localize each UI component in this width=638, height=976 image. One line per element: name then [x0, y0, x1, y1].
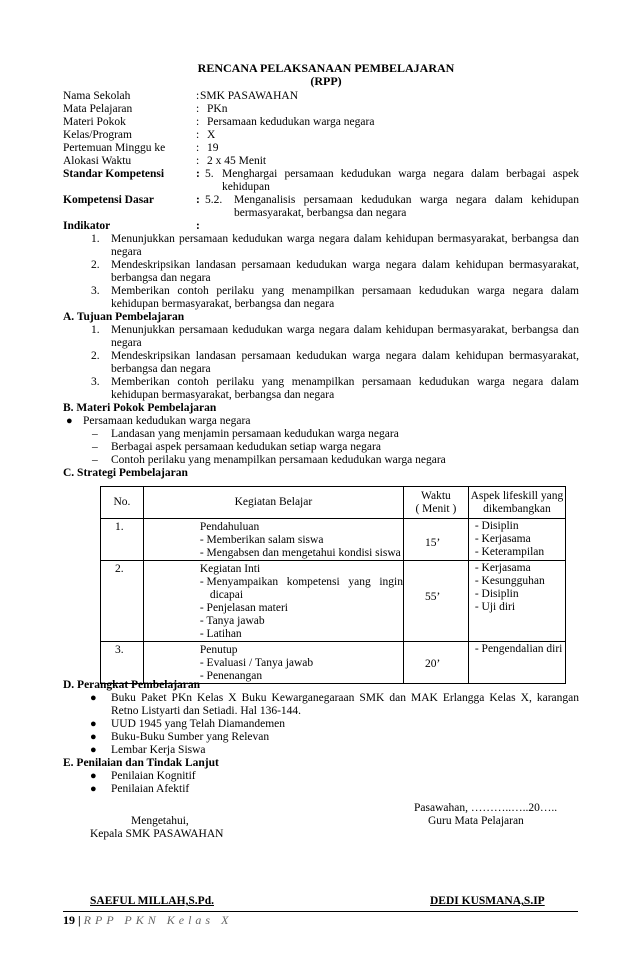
indikator-line: negara: [111, 246, 142, 258]
cell-no: [101, 561, 144, 642]
identity-value: Persamaan kedudukan warga negara: [207, 116, 375, 128]
kegiatan-item-text: Latihan: [206, 628, 242, 640]
cell-waktu: [403, 561, 468, 642]
section-d-heading: D. Perangkat Pembelajaran: [63, 679, 201, 691]
penilaian-item: Penilaian Kognitif: [111, 770, 196, 782]
kegiatan-item-text: Mengabsen dan mengetahui kondisi siswa: [206, 547, 401, 559]
kegiatan-item: [144, 615, 403, 628]
indikator-number: 3.: [91, 285, 100, 297]
header-aspek-line: dikembangkan: [483, 502, 551, 515]
kegiatan-item-text: Memberikan salam siswa: [206, 534, 324, 546]
row-number: 1.: [115, 521, 124, 533]
identity-colon: :: [196, 142, 200, 154]
cell-aspek: [468, 561, 565, 642]
identity-colon: :: [196, 90, 200, 102]
table-row: [101, 642, 566, 684]
kompetensi-text: Menganalisis persamaan kedudukan warga negara dalam kehidupan: [234, 194, 579, 206]
aspek-item-text: Kerjasama: [481, 562, 531, 574]
teacher-role: Guru Mata Pelajaran: [428, 815, 524, 827]
tujuan-line: Menunjukkan persamaan kedudukan warga negara dalam kehidupan bermasyarakat, berbangsa dan: [111, 324, 579, 336]
cell-kegiatan: [143, 519, 403, 561]
perangkat-item: UUD 1945 yang Telah Diamandemen: [111, 718, 285, 730]
identity-colon: :: [196, 116, 200, 128]
aspek-item-text: Kesungguhan: [481, 575, 545, 587]
kegiatan-item: [144, 576, 403, 589]
dash-icon: -: [474, 533, 479, 545]
bullet-icon: ●: [90, 718, 97, 730]
header-aspek-line: Aspek lifeskill yang: [470, 489, 564, 502]
indikator-item: [111, 233, 579, 259]
page-number: 19: [63, 913, 75, 927]
aspek-item: [469, 519, 565, 533]
dash-icon: -: [474, 643, 479, 655]
bullet-icon: ●: [90, 692, 97, 704]
tujuan-line: negara: [111, 337, 142, 349]
aspek-item-text: Disiplin: [481, 588, 519, 600]
dash-icon: –: [92, 441, 98, 453]
perangkat-item: Buku Paket PKn Kelas X Buku Kewarganegaraan SMK dan MAK Erlangga Kelas X, karangan: [111, 692, 579, 704]
aspek-item-text: Disiplin: [481, 520, 519, 532]
dash-icon: -: [474, 562, 479, 574]
identity-value: 19: [207, 142, 219, 154]
tujuan-line: kehidupan bermasyarakat, berbangsa dan negara: [111, 389, 335, 401]
kegiatan-item-text: Menyampaikan kompetensi yang ingin: [206, 576, 403, 588]
dash-icon: -: [474, 546, 479, 558]
kegiatan-item: [144, 547, 403, 560]
tujuan-line: berbangsa dan negara: [111, 363, 211, 375]
header-no: No.: [101, 487, 144, 519]
indikator-colon: :: [196, 220, 200, 232]
cell-aspek: [468, 519, 565, 561]
indikator-line: Memberikan contoh perilaku yang menampilkan persamaan kedudukan warga negara dalam: [111, 285, 579, 297]
header-kegiatan: Kegiatan Belajar: [143, 487, 403, 519]
dash-icon: –: [92, 428, 98, 440]
aspek-item: [469, 601, 565, 614]
kegiatan-item: [144, 534, 403, 547]
cell-kegiatan: [143, 561, 403, 642]
dash-icon: -: [199, 657, 204, 669]
tujuan-item: [111, 324, 579, 350]
kegiatan-item: [144, 657, 403, 670]
tujuan-item: [111, 350, 579, 376]
indikator-line: Mendeskripsikan landasan persamaan kedudukan warga negara dalam kehidupan bermasyarakat,: [111, 259, 579, 271]
row-number: 2.: [115, 563, 124, 575]
materi-bullet: Persamaan kedudukan warga negara: [83, 415, 251, 427]
tujuan-line: Memberikan contoh perilaku yang menampilkan persamaan kedudukan warga negara dalam: [111, 376, 579, 388]
kompetensi-text-cont: bermasyarakat, berbangsa dan negara: [234, 207, 407, 219]
identity-label: Pertemuan Minggu ke: [63, 142, 166, 154]
footer-divider: [63, 911, 578, 912]
indikator-label: Indikator: [63, 220, 111, 232]
dash-icon: -: [199, 602, 204, 614]
principal-role: Kepala SMK PASAWAHAN: [90, 828, 224, 840]
bullet-icon: ●: [90, 783, 97, 795]
kegiatan-title: Penutup: [199, 644, 238, 656]
dash-icon: -: [474, 575, 479, 587]
row-number: 3.: [115, 644, 124, 656]
identity-value: X: [207, 129, 216, 141]
bullet-icon: ●: [90, 731, 97, 743]
identity-label: Nama Sekolah: [63, 90, 131, 102]
aspek-item: [469, 546, 565, 559]
table-row: [101, 519, 566, 561]
strategy-table: [100, 486, 566, 684]
footer-separator: |: [78, 913, 81, 927]
acknowledged-label: Mengetahui,: [131, 815, 189, 827]
waktu-value: 15’: [424, 537, 441, 549]
header-waktu-line: ( Menit ): [415, 502, 457, 515]
aspek-item: [469, 561, 565, 575]
tujuan-number: 1.: [91, 324, 100, 336]
aspek-item: [469, 642, 565, 656]
cell-waktu: [403, 642, 468, 684]
indikator-line: Menunjukkan persamaan kedudukan warga negara dalam kehidupan bermasyarakat, berbangsa dan: [111, 233, 579, 245]
kompetensi-number: 5.2.: [205, 194, 223, 206]
penilaian-item: Penilaian Afektif: [111, 783, 190, 795]
cell-aspek: [468, 642, 565, 684]
cell-no: [101, 519, 144, 561]
dash-icon: -: [474, 588, 479, 600]
waktu-value: 55’: [424, 591, 441, 603]
kegiatan-item-text: Evaluasi / Tanya jawab: [206, 657, 314, 669]
aspek-item-text: Uji diri: [481, 601, 516, 613]
aspek-item-text: Pengendalian diri: [481, 643, 563, 655]
standar-label: Standar Kompetensi: [63, 168, 165, 180]
section-b-heading: B. Materi Pokok Pembelajaran: [63, 402, 217, 414]
dash-icon: -: [199, 670, 204, 682]
identity-colon: :: [196, 155, 200, 167]
bullet-icon: ●: [66, 415, 73, 427]
dash-icon: -: [199, 534, 204, 546]
kompetensi-label: Kompetensi Dasar: [63, 194, 155, 206]
principal-name: SAEFUL MILLAH,S.Pd.: [90, 895, 214, 907]
identity-label: Kelas/Program: [63, 129, 132, 141]
perangkat-item: Lembar Kerja Siswa: [111, 744, 206, 756]
kegiatan-item-text: Penenangan: [206, 670, 263, 682]
kegiatan-item-cont: dicapai: [209, 589, 244, 601]
kegiatan-item: [144, 602, 403, 615]
dash-icon: -: [474, 520, 479, 532]
section-e-heading: E. Penilaian dan Tindak Lanjut: [63, 757, 219, 769]
perangkat-item-cont: Retno Listyarti dan Setiadi. Hal 136-144.: [111, 705, 302, 717]
table-header-row: [101, 487, 566, 519]
standar-colon: :: [196, 168, 200, 180]
header-waktu: [403, 487, 468, 519]
tujuan-item: [111, 376, 579, 402]
materi-subitem: Berbagai aspek persamaan kedudukan setiap warga negara: [111, 441, 381, 453]
indikator-line: berbangsa dan negara: [111, 272, 211, 284]
dash-icon: -: [199, 576, 204, 588]
indikator-number: 2.: [91, 259, 100, 271]
dash-icon: -: [474, 601, 479, 613]
aspek-item-text: Keterampilan: [481, 546, 545, 558]
kompetensi-colon: :: [196, 194, 200, 206]
bullet-icon: ●: [90, 744, 97, 756]
identity-label: Materi Pokok: [63, 116, 126, 128]
aspek-item: [469, 575, 565, 588]
identity-label: Alokasi Waktu: [63, 155, 132, 167]
cell-kegiatan: [143, 642, 403, 684]
header-aspek: [468, 487, 565, 519]
indikator-number: 1.: [91, 233, 100, 245]
tujuan-line: Mendeskripsikan landasan persamaan kedudukan warga negara dalam kehidupan bermasyarakat,: [111, 350, 579, 362]
kegiatan-item-text: Penjelasan materi: [206, 602, 288, 614]
kegiatan-item: [144, 628, 403, 641]
standar-text-cont: kehidupan: [222, 181, 270, 193]
standar-number: 5.: [205, 168, 214, 180]
bullet-icon: ●: [90, 770, 97, 782]
indikator-item: [111, 285, 579, 311]
aspek-item: [469, 588, 565, 601]
identity-colon: :: [196, 103, 200, 115]
teacher-name: DEDI KUSMANA,S.IP: [430, 895, 545, 907]
document-subtitle: (RPP): [310, 74, 342, 88]
document-title: RENCANA PELAKSANAAN PEMBELAJARAN: [197, 61, 455, 75]
aspek-item: [469, 533, 565, 546]
waktu-value: 20’: [424, 658, 441, 670]
aspek-item-text: Kerjasama: [481, 533, 531, 545]
standar-text: Menghargai persamaan kedudukan warga negara dalam berbagai aspek: [222, 168, 579, 180]
kegiatan-title: Kegiatan Inti: [199, 563, 261, 575]
kegiatan-item-text: Tanya jawab: [206, 615, 265, 627]
section-c-heading: C. Strategi Pembelajaran: [63, 467, 188, 479]
kegiatan-title: Pendahuluan: [199, 521, 260, 533]
place-date: Pasawahan, ………..…..20…..: [414, 802, 558, 814]
materi-subitem: Landasan yang menjamin persamaan kedudukan warga negara: [111, 428, 399, 440]
dash-icon: –: [92, 454, 98, 466]
identity-value: PKn: [207, 103, 228, 115]
perangkat-item: Buku-Buku Sumber yang Relevan: [111, 731, 270, 743]
tujuan-number: 2.: [91, 350, 100, 362]
section-a-heading: A. Tujuan Pembelajaran: [63, 311, 185, 323]
identity-value: 2 x 45 Menit: [207, 155, 267, 167]
cell-waktu: [403, 519, 468, 561]
footer-text: RPP PKN Kelas X: [83, 913, 233, 927]
materi-subitem: Contoh perilaku yang menampilkan persamaan kedudukan warga negara: [111, 454, 446, 466]
dash-icon: -: [199, 615, 204, 627]
table-row: [101, 561, 566, 642]
indikator-item: [111, 259, 579, 285]
identity-value: SMK PASAWAHAN: [200, 90, 299, 102]
header-waktu-line: Waktu: [421, 489, 451, 502]
cell-no: [101, 642, 144, 684]
dash-icon: -: [199, 628, 204, 640]
indikator-line: kehidupan bermasyarakat, berbangsa dan negara: [111, 298, 335, 310]
identity-label: Mata Pelajaran: [63, 103, 133, 115]
tujuan-number: 3.: [91, 376, 100, 388]
page-footer: [63, 913, 232, 927]
dash-icon: -: [199, 547, 204, 559]
identity-colon: :: [196, 129, 200, 141]
